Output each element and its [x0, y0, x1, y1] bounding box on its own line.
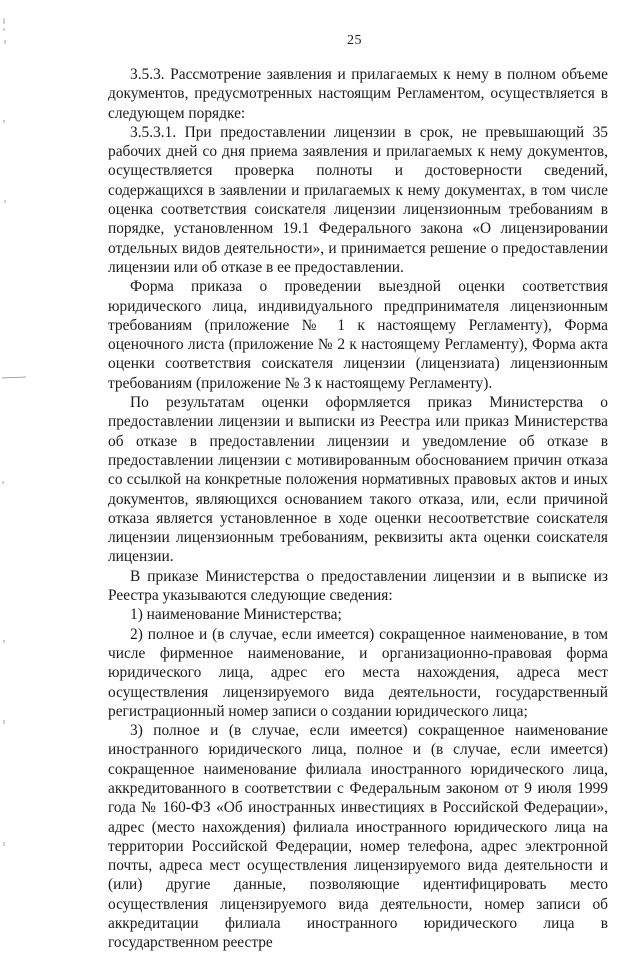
paragraph-forms: Форма приказа о проведении выездной оценки соответствия юридического лица, индивидуального предпринимателя лицензионным требованиям (приложение № 1 к настоящему Регламенту), Форма оценочного листа (приложение № 2 к настоящему Регламенту), Форма акта оценки соответствия соискателя лицензии (лицензиата) лицензионным требованиям (приложение № 3 к настоящему Регламенту).	[108, 278, 608, 392]
scan-margin-marks	[0, 0, 40, 905]
page-number: 25	[347, 33, 362, 48]
document-body	[108, 65, 608, 953]
paragraph-order-contents: В приказе Министерства о предоставлении лицензии и в выписке из Реестра указываются следующие сведения:	[108, 567, 608, 605]
list-item-1: 1) наименование Министерства;	[130, 606, 342, 624]
paragraph-results: По результатам оценки оформляется приказ Министерства о предоставлении лицензии и выписки из Реестра или приказ Министерства об отказе в предоставлении лицензии и уведомление об отказе в предоставлении лицензии с мотивированным обоснованием причин отказа со ссылкой на конкретные положения нормативных правовых актов и иных документов, являющихся основанием такого отказа, или, если причиной отказа является установленное в ходе оценки несоответствие соискателя лицензии лицензионным требованиям, реквизиты акта оценки соискателя лицензии.	[108, 394, 608, 566]
paragraph-3-5-3-1: 3.5.3.1. При предоставлении лицензии в срок, не превышающий 35 рабочих дней со дня приема заявления и прилагаемых к нему документов, осуществляется проверка полноты и достоверности сведений, содержащихся в заявлении и прилагаемых к нему документах, в том числе оценка соответствия соискателя лицензии лицензионным требованиям в порядке, установленном 19.1 Федерального закона «О лицензировании отдельных видов деятельности», и принимается решение о предоставлении лицензии или об отказе в ее предоставлении.	[108, 123, 608, 276]
list-item-3: 3) полное и (в случае, если имеется) сокращенное наименование иностранного юридического лица, полное и (в случае, если имеется) сокращенное наименование филиала иностранного юридического лица, аккредитованного в соответствии с Федеральным законом от 9 июля 1999 года № 160-ФЗ «Об иностранных инвестициях в Российской Федерации», адрес (место нахождения) филиала иностранного юридического лица на территории Российской Федерации, номер телефона, адрес электронной почты, адреса мест осуществления лицензируемого вида деятельности и (или) другие данные, позволяющие идентифицировать место осуществления лицензируемого вида деятельности, номер записи об аккредитации филиала иностранного юридического лица в государственном реестре	[108, 722, 608, 952]
list-item-2: 2) полное и (в случае, если имеется) сокращенное наименование, в том числе фирменное наименование, и организационно-правовая форма юридического лица, адрес его места нахождения, адреса мест осуществления лицензируемого вида деятельности, государственный регистрационный номер записи о создании юридического лица;	[108, 625, 608, 720]
paragraph-3-5-3: 3.5.3. Рассмотрение заявления и прилагаемых к нему в полном объеме документов, предусмотренных настоящим Регламентом, осуществляется в следующем порядке:	[108, 66, 608, 122]
